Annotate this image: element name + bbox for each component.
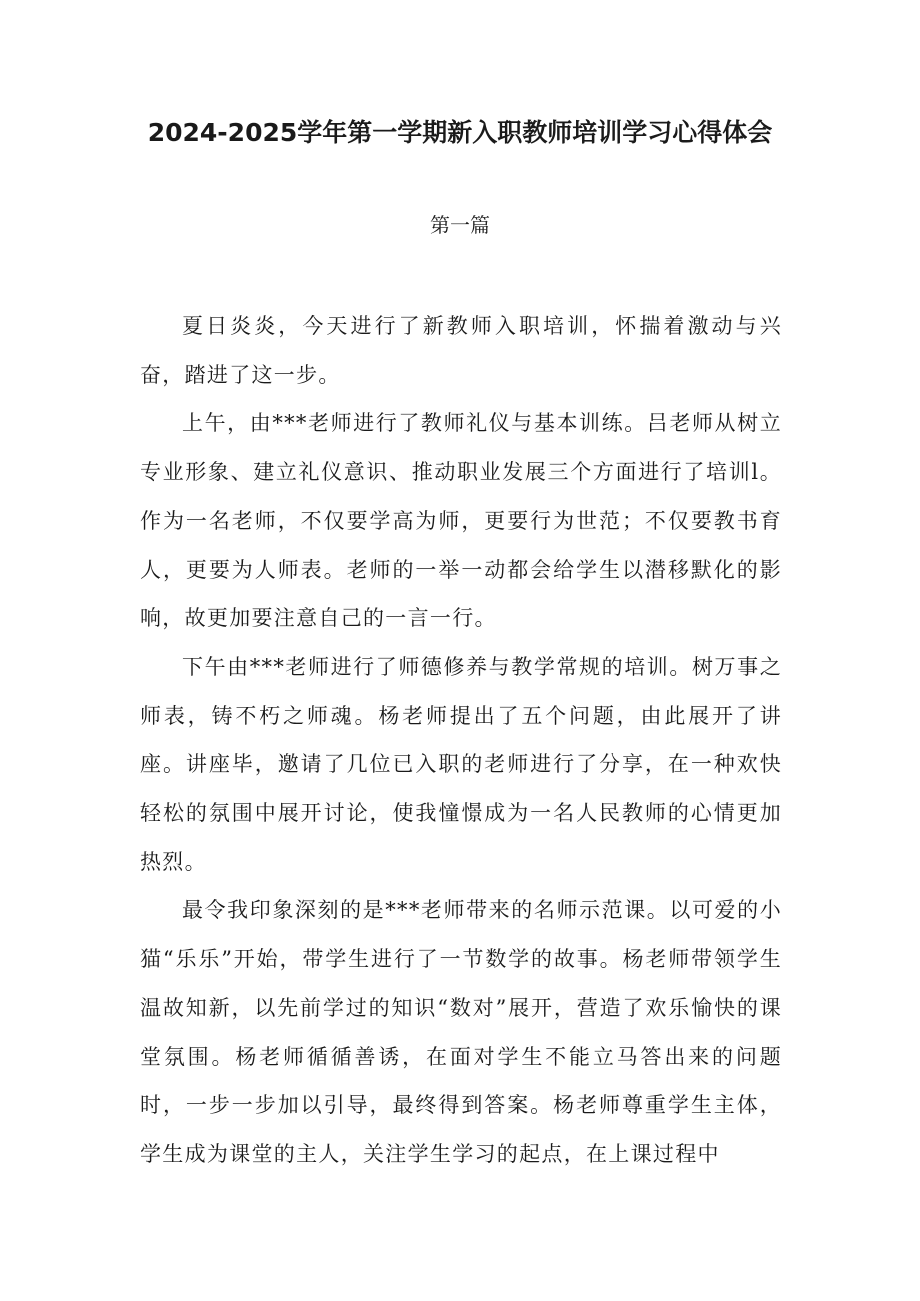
document-title: 2024-2025学年第一学期新入职教师培训学习心得体会 <box>147 118 773 147</box>
document-subtitle: 第一篇 <box>430 213 490 237</box>
paragraph: 最令我印象深刻的是***老师带来的名师示范课。以可爱的小猫“乐乐”开始，带学生进行了一节数学的故事。杨老师带领学生温故知新，以先前学过的知识“数对”展开，营造了欢乐愉快的课堂氛围。杨老师循循善诱，在面对学生不能立马答出来的问题时，一步一步加以引导，最终得到答案。杨老师尊重学生主体，学生成为课堂的主人，关注学生学习的起点，在上课过程中 <box>140 898 782 1166</box>
paragraph: 夏日炎炎，今天进行了新教师入职培训，怀揣着激动与兴奋，踏进了这一步。 <box>140 314 782 387</box>
paragraph: 上午，由***老师进行了教师礼仪与基本训练。吕老师从树立专业形象、建立礼仪意识、推动职业发展三个方面进行了培训l。作为一名老师，不仅要学高为师，更要行为世范；不仅要教书育人，更要为人师表。老师的一举一动都会给学生以潜移默化的影响，故更加要注意自己的一言一行。 <box>140 411 782 631</box>
paragraph: 下午由***老师进行了师德修养与教学常规的培训。树万事之师表，铸不朽之师魂。杨老师提出了五个问题，由此展开了讲座。讲座毕，邀请了几位已入职的老师进行了分享，在一种欢快轻松的氛围中展开讨论，使我憧憬成为一名人民教师的心情更加热烈。 <box>140 654 782 874</box>
document-body <box>140 302 782 1179</box>
